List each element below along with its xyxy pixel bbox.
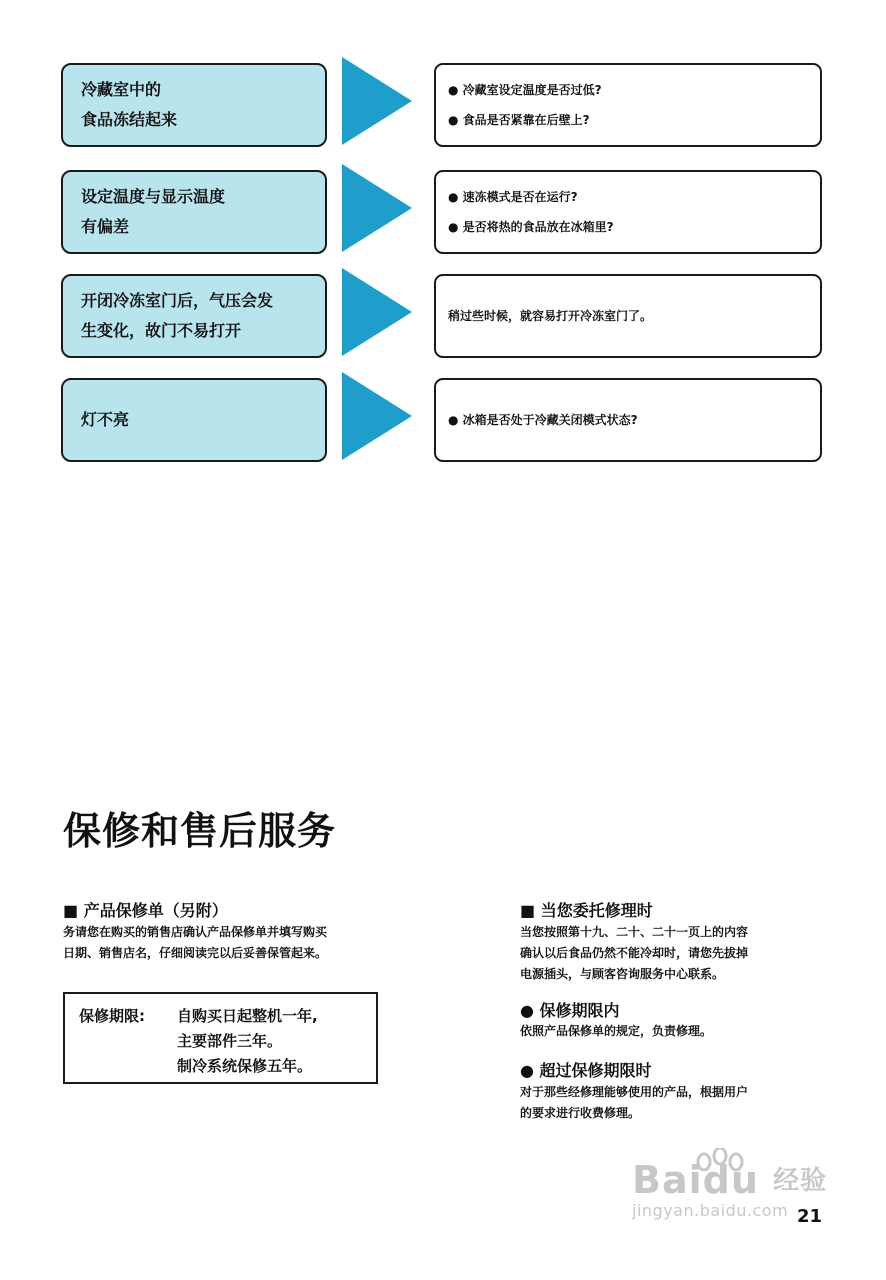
problem-line: 开闭冷冻室门后，气压会发 (81, 291, 274, 310)
watermark-brand-du: du (702, 1158, 759, 1202)
warranty-card-text (63, 922, 327, 964)
watermark-brand: Bai (632, 1158, 703, 1202)
answer-line: ● 是否将热的食品放在冰箱里? (448, 220, 614, 234)
watermark-url: jingyan.baidu.com (632, 1201, 789, 1220)
answer-box (434, 170, 822, 254)
answer-box (434, 63, 822, 147)
warranty-period-label: 保修期限: (79, 1007, 145, 1025)
arrow-right-icon (342, 57, 412, 145)
problem-line: 食品冻结起来 (81, 110, 178, 129)
answer-line: 稍过些时候，就容易打开冷冻室门了。 (448, 309, 653, 323)
beyond-period-text (520, 1082, 748, 1124)
beyond-period-heading: ● 超过保修期限时 (520, 1061, 652, 1080)
text-line: 日期、销售店名，仔细阅读完以后妥善保管起来。 (63, 946, 328, 960)
problem-line: 冷藏室中的 (81, 80, 162, 99)
warranty-period-box (63, 992, 378, 1084)
trouble-row-3 (61, 274, 823, 362)
text-line: 对于那些经修理能够使用的产品，根据用户 (520, 1085, 749, 1099)
repair-request-heading: ■ 当您委托修理时 (520, 901, 653, 920)
problem-box (61, 378, 327, 462)
warranty-line: 制冷系统保修五年。 (177, 1057, 313, 1075)
problem-line: 有偏差 (81, 217, 130, 236)
warranty-card-heading: ■ 产品保修单（另附） (63, 901, 228, 920)
arrow-right-icon (342, 372, 412, 460)
repair-request-text (520, 922, 748, 985)
section-title: 保修和售后服务 (63, 809, 337, 853)
answer-line: ● 食品是否紧靠在后壁上? (448, 113, 590, 127)
answer-line: ● 速冻模式是否在运行? (448, 190, 578, 204)
problem-line: 生变化，故门不易打开 (81, 321, 242, 340)
text-line: 务请您在购买的销售店确认产品保修单并填写购买 (63, 925, 328, 939)
warranty-line: 自购买日起整机一年, (177, 1007, 318, 1025)
problem-line: 灯不亮 (81, 410, 130, 429)
problem-box (61, 63, 327, 147)
page-number: 21 (797, 1206, 823, 1227)
text-line: 依照产品保修单的规定，负责修理。 (520, 1024, 713, 1038)
answer-box (434, 378, 822, 462)
trouble-row-1 (61, 63, 823, 151)
answer-line: ● 冷藏室设定温度是否过低? (448, 83, 602, 97)
within-period-text (520, 1021, 712, 1042)
trouble-row-2 (61, 170, 823, 258)
problem-box (61, 170, 327, 254)
within-period-heading: ● 保修期限内 (520, 1001, 620, 1020)
warranty-line: 主要部件三年。 (177, 1032, 283, 1050)
text-line: 确认以后食品仍然不能冷却时，请您先拔掉 (520, 946, 749, 960)
watermark-brand-cn: 经验 (773, 1166, 828, 1196)
text-line: 的要求进行收费修理。 (520, 1106, 641, 1120)
text-line: 电源插头，与顾客咨询服务中心联系。 (520, 967, 725, 981)
arrow-right-icon (342, 268, 412, 356)
trouble-row-4 (61, 378, 823, 466)
answer-box (434, 274, 822, 358)
arrow-right-icon (342, 164, 412, 252)
text-line: 当您按照第十九、二十、二十一页上的内容 (520, 925, 749, 939)
answer-line: ● 冰箱是否处于冷藏关闭模式状态? (448, 413, 638, 427)
problem-box (61, 274, 327, 358)
problem-line: 设定温度与显示温度 (81, 187, 226, 206)
